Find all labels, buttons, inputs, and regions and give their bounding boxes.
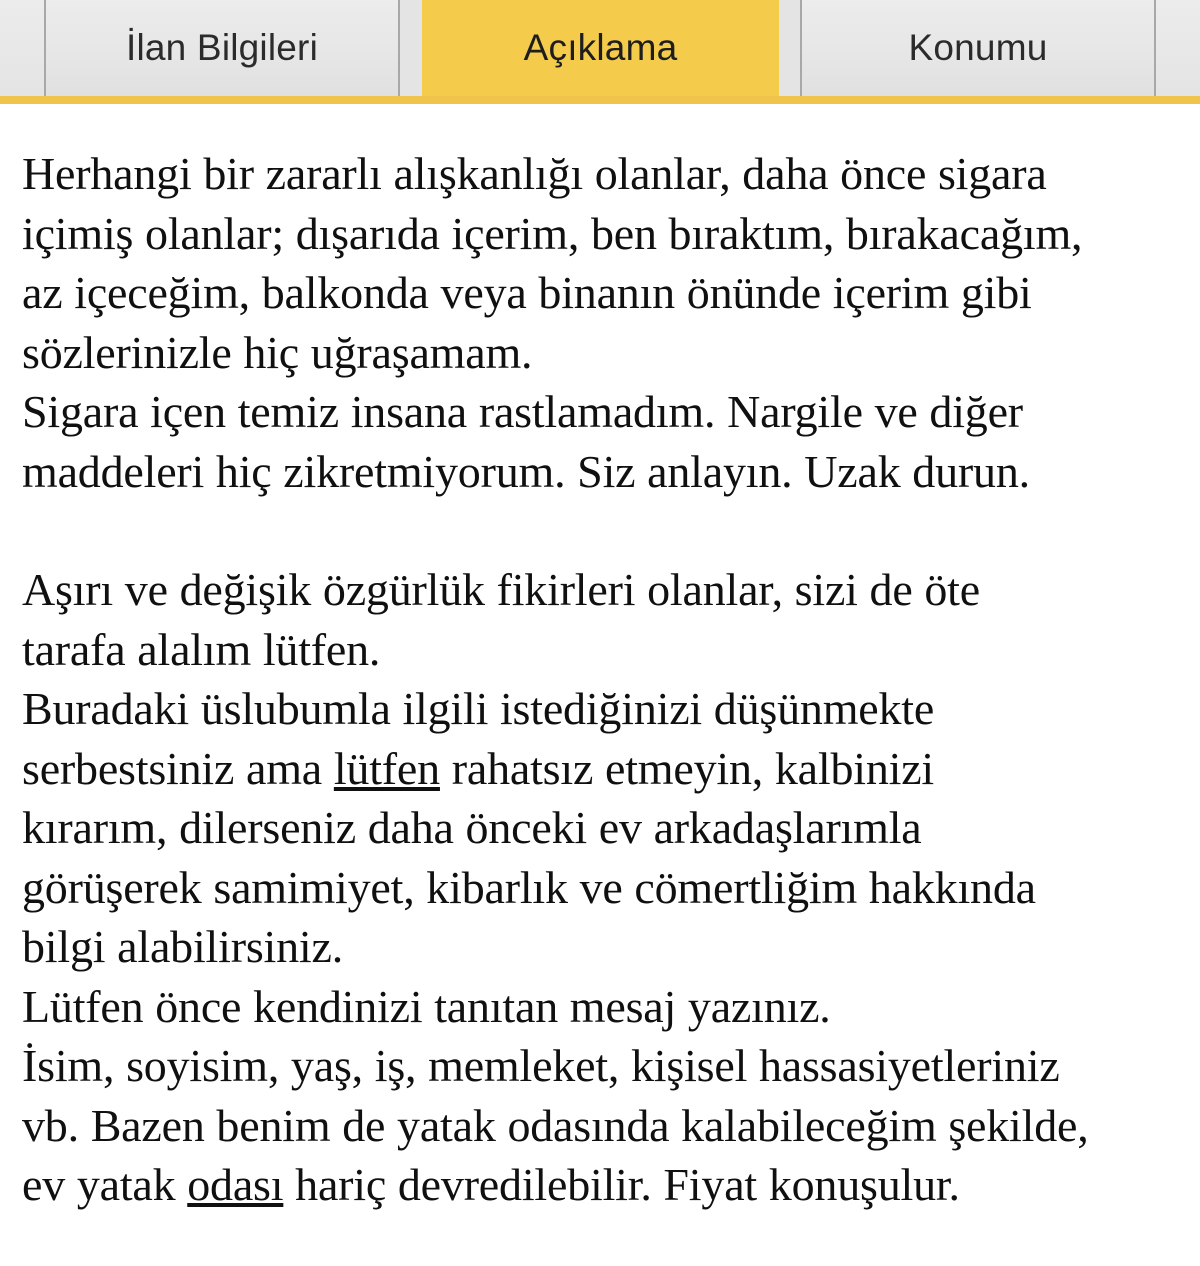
text-line: tarafa alalım lütfen. <box>22 623 381 675</box>
text-line: maddeleri hiç zikretmiyorum. Siz anlayın. Uzak durun. <box>22 445 1030 497</box>
text-line: Sigara içen temiz insana rastlamadım. Nargile ve diğer <box>22 386 1023 437</box>
text-line: ev yatak <box>22 1159 188 1210</box>
text-line: bilgi alabilirsiniz. <box>22 921 343 972</box>
text-line: hariç devredilebilir. Fiyat konuşulur. <box>283 1159 960 1210</box>
tab-bar-underline-strip <box>0 96 1200 104</box>
paragraph-spacer <box>22 501 1180 560</box>
text-line: İsim, soyisim, yaş, iş, memleket, kişisel hassasiyetleriniz <box>22 1040 1060 1091</box>
text-line: içimiş olanlar; dışarıda içerim, ben bıraktım, bırakacağım, <box>22 207 1083 259</box>
text-line: az içeceğim, balkonda veya binanın önünde içerim gibi <box>22 267 1032 318</box>
text-line: vb. Bazen benim de yatak odasında kalabileceğim şekilde, <box>22 1099 1089 1151</box>
text-line: Lütfen önce kendinizi tanıtan mesaj yazınız. <box>22 980 831 1032</box>
description-content <box>0 100 1200 1215</box>
tab-konumu[interactable] <box>800 0 1156 96</box>
text-line: kırarım, dilerseniz daha önceki ev arkadaşlarımla <box>22 802 922 853</box>
tab-konumu-label: Konumu <box>908 27 1048 68</box>
tab-ilan-bilgileri-label: İlan Bilgileri <box>126 27 318 68</box>
description-paragraph-1 <box>22 144 1180 501</box>
underlined-word-lutfen: lütfen <box>333 742 440 794</box>
text-line: rahatsız etmeyin, kalbinizi <box>439 742 935 794</box>
text-line: sözlerinizle hiç uğraşamam. <box>22 326 533 378</box>
tab-aciklama-label: Açıklama <box>523 27 678 68</box>
tab-bar <box>0 0 1200 100</box>
tab-bar-right-edge <box>1156 0 1200 96</box>
tab-aciklama[interactable] <box>422 0 779 96</box>
text-line: serbestsiniz ama <box>22 742 334 794</box>
tab-ilan-bilgileri[interactable] <box>44 0 400 96</box>
tab-bar-left-edge <box>0 0 44 96</box>
text-line: görüşerek samimiyet, kibarlık ve cömertliğim hakkında <box>22 861 1036 913</box>
text-line: Herhangi bir zararlı alışkanlığı olanlar, daha önce sigara <box>22 148 1047 199</box>
text-line: Buradaki üslubumla ilgili istediğinizi düşünmekte <box>22 683 935 734</box>
underlined-word-odasi: odası <box>187 1159 284 1210</box>
text-line: Aşırı ve değişik özgürlük fikirleri olanlar, sizi de öte <box>22 564 980 615</box>
description-paragraph-2 <box>22 560 1180 1215</box>
